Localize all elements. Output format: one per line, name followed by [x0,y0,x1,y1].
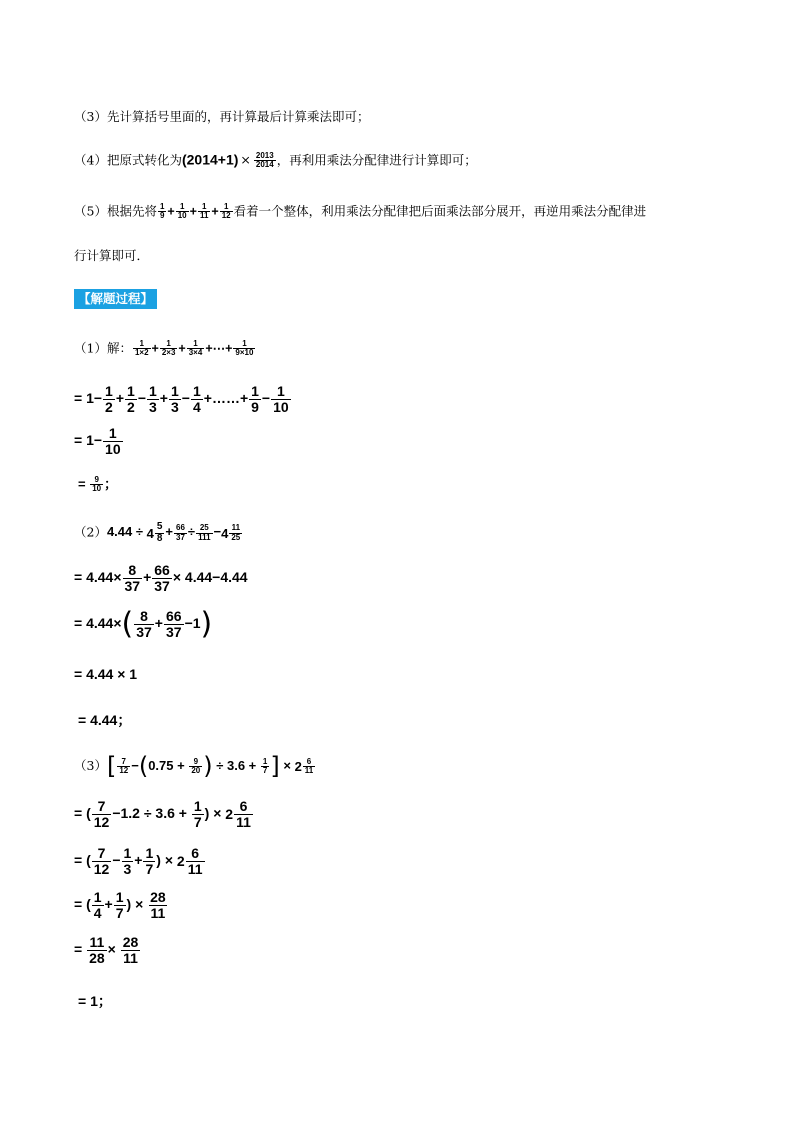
fraction: $\frac{1}{9}$ [159,202,165,221]
note-4 [74,152,477,170]
fraction: $\frac{7}{12}$ [93,798,110,830]
fraction: $\frac{1}{4}$ [93,889,102,921]
fraction: $\frac{1}{7}$ [193,798,202,830]
note-4-fraction [254,152,276,170]
mixed-number: 2 $\frac{6}{11}$ [225,798,251,830]
fraction: $\frac{1}{2}$ [127,383,135,415]
part-3-step-1: = ( $\frac{7}{12}$ −1.2 ÷ 3.6 + $\frac{1}{7}$ ) × 2 $\frac{6}{11}$ [74,799,254,829]
numerator: 2013 [255,151,274,160]
fraction: $\frac{11}{28}$ [89,934,105,966]
note-3-text: （3）先计算括号里面的，再计算最后计算乘法即可； [74,109,370,124]
part-1-result: = $\frac{9}{10}$ ； [78,475,118,494]
fraction: $\frac{66}{37}$ [154,562,170,594]
fraction: $\frac{1}{7}$ [145,845,154,877]
part-3-step-3: = ( $\frac{1}{4}$ + $\frac{1}{7}$ ) × $\frac{28}{11}$ [74,889,166,921]
fraction: $\frac{1}{12}$ [221,202,231,221]
fraction: $\frac{8}{37}$ [136,608,152,640]
fraction: $\frac{1}{3\times 4}$ [188,339,203,358]
part-3-question: （3）[ $\frac{7}{12}$ −(0.75 + $\frac{9}{20}$ ) ÷ 3.6 + $\frac{1}{7}$ ] × 2 $\frac{6}{11}$ [74,756,316,778]
fraction: $\frac{1}{10}$ [105,425,121,457]
part-3-label: （3） [74,758,107,774]
ellipsis: +⋯+ [205,341,233,356]
note-5: （5）根据先将 $\frac{1}{9}$ + $\frac{1}{10}$ + $\frac{1}{11}$ + $\frac{1}{12}$ 看着一个整体，利用乘法分配律把后面乘法部分展开，再逆用乘法分配律进 [74,202,647,221]
ellipsis: +……+ [203,389,249,406]
mixed-number: 4 $\frac{11}{25}$ [221,523,241,542]
fraction: $\frac{9}{20}$ [191,756,201,776]
fraction: $\frac{1}{10}$ [177,202,187,221]
note-5-line-2-text: 行计算即可． [74,248,150,263]
fraction: $\frac{66}{37}$ [165,608,182,640]
part-1-step-1: = 1− $\frac{1}{2}$ + $\frac{1}{2}$ − $\frac{1}{3}$ + $\frac{1}{3}$ − $\frac{1}{4}$ +……+ $\frac{1}{9}$ − $\frac{1}{10}$ [74,383,289,415]
note-5-tail: 看着一个整体，利用乘法分配律把后面乘法部分展开，再逆用乘法分配律进 [233,203,647,219]
mixed-number: 2 $\frac{6}{11}$ [176,845,203,877]
fraction: $\frac{1}{7}$ [115,889,124,921]
fraction: $\frac{1}{3}$ [149,383,157,415]
fraction: $\frac{1}{2\times 3}$ [161,339,176,358]
mixed-number: 4 $\frac{5}{8}$ [146,521,163,544]
part-3-step-4: = $\frac{11}{28}$ × $\frac{28}{11}$ [74,934,139,966]
note-3 [74,111,369,124]
fraction: $\frac{28}{11}$ [150,889,166,921]
part-3-result: = 1； [78,993,112,1009]
part-2-step-3: = 4.44 × 1 [74,666,138,682]
fraction: $\frac{1}{10}$ [273,383,289,415]
note-4-tail: ，再利用乘法分配律进行计算即可； [276,152,477,168]
fraction: $\frac{25}{111}$ [198,523,211,542]
mixed-number: 2 $\frac{6}{11}$ [294,756,314,776]
part-2-step-1: = 4.44× $\frac{8}{37}$ + $\frac{66}{37}$ × 4.44−4.44 [74,562,248,594]
fraction: $\frac{1}{2}$ [105,383,113,415]
part-3-step-2: = ( $\frac{7}{12}$ − $\frac{1}{3}$ + $\frac{1}{7}$ ) × 2 $\frac{6}{11}$ [74,846,206,876]
fraction: $\frac{1}{3}$ [123,845,132,877]
fraction: $\frac{1}{11}$ [199,202,209,221]
fraction: $\frac{1}{9\times 10}$ [235,339,254,358]
note-4-text: （4）把原式转化为 [74,152,182,168]
section-header: 【解题过程】 [74,289,157,309]
fraction: $\frac{28}{11}$ [122,934,139,966]
fraction: $\frac{1}{7}$ [262,756,268,776]
denominator: 2014 [255,160,274,170]
fraction: $\frac{8}{37}$ [124,562,141,594]
part-1-step-2: = 1− $\frac{1}{10}$ [74,425,121,457]
note-5-text: （5）根据先将 [74,203,157,219]
fraction: $\frac{1}{3}$ [170,383,179,415]
fraction: $\frac{9}{10}$ [92,475,102,494]
fraction: $\frac{7}{12}$ [93,845,110,877]
fraction: $\frac{7}{12}$ [119,756,129,776]
times-sign: × [240,152,251,168]
fraction: $\frac{1}{1\times 2}$ [134,339,149,358]
fraction: $\frac{66}{37}$ [176,523,185,542]
part-2-question: （2）4.44 ÷ 4 $\frac{5}{8}$ + $\frac{66}{37}$ ÷ $\frac{25}{111}$ − 4 $\frac{11}{25}$ [74,522,243,544]
note-4-expression: (2014+1) [181,151,239,168]
fraction: $\frac{1}{9}$ [251,383,259,415]
part-2-result: = 4.44； [78,712,132,728]
part-1-question: （1）解： $\frac{1}{1\times 2}$ + $\frac{1}{2\times 3}$ + $\frac{1}{3\times 4}$ +⋯+ $\frac{1}{9\times 10}$ [74,339,254,358]
part-1-label: （1）解： [74,340,132,356]
fraction: $\frac{1}{4}$ [192,383,201,415]
part-2-step-2: = 4.44×( $\frac{8}{37}$ + $\frac{66}{37}$ −1) [74,606,213,642]
part-2-label: （2） [74,524,107,540]
note-5-line-2 [74,250,149,263]
